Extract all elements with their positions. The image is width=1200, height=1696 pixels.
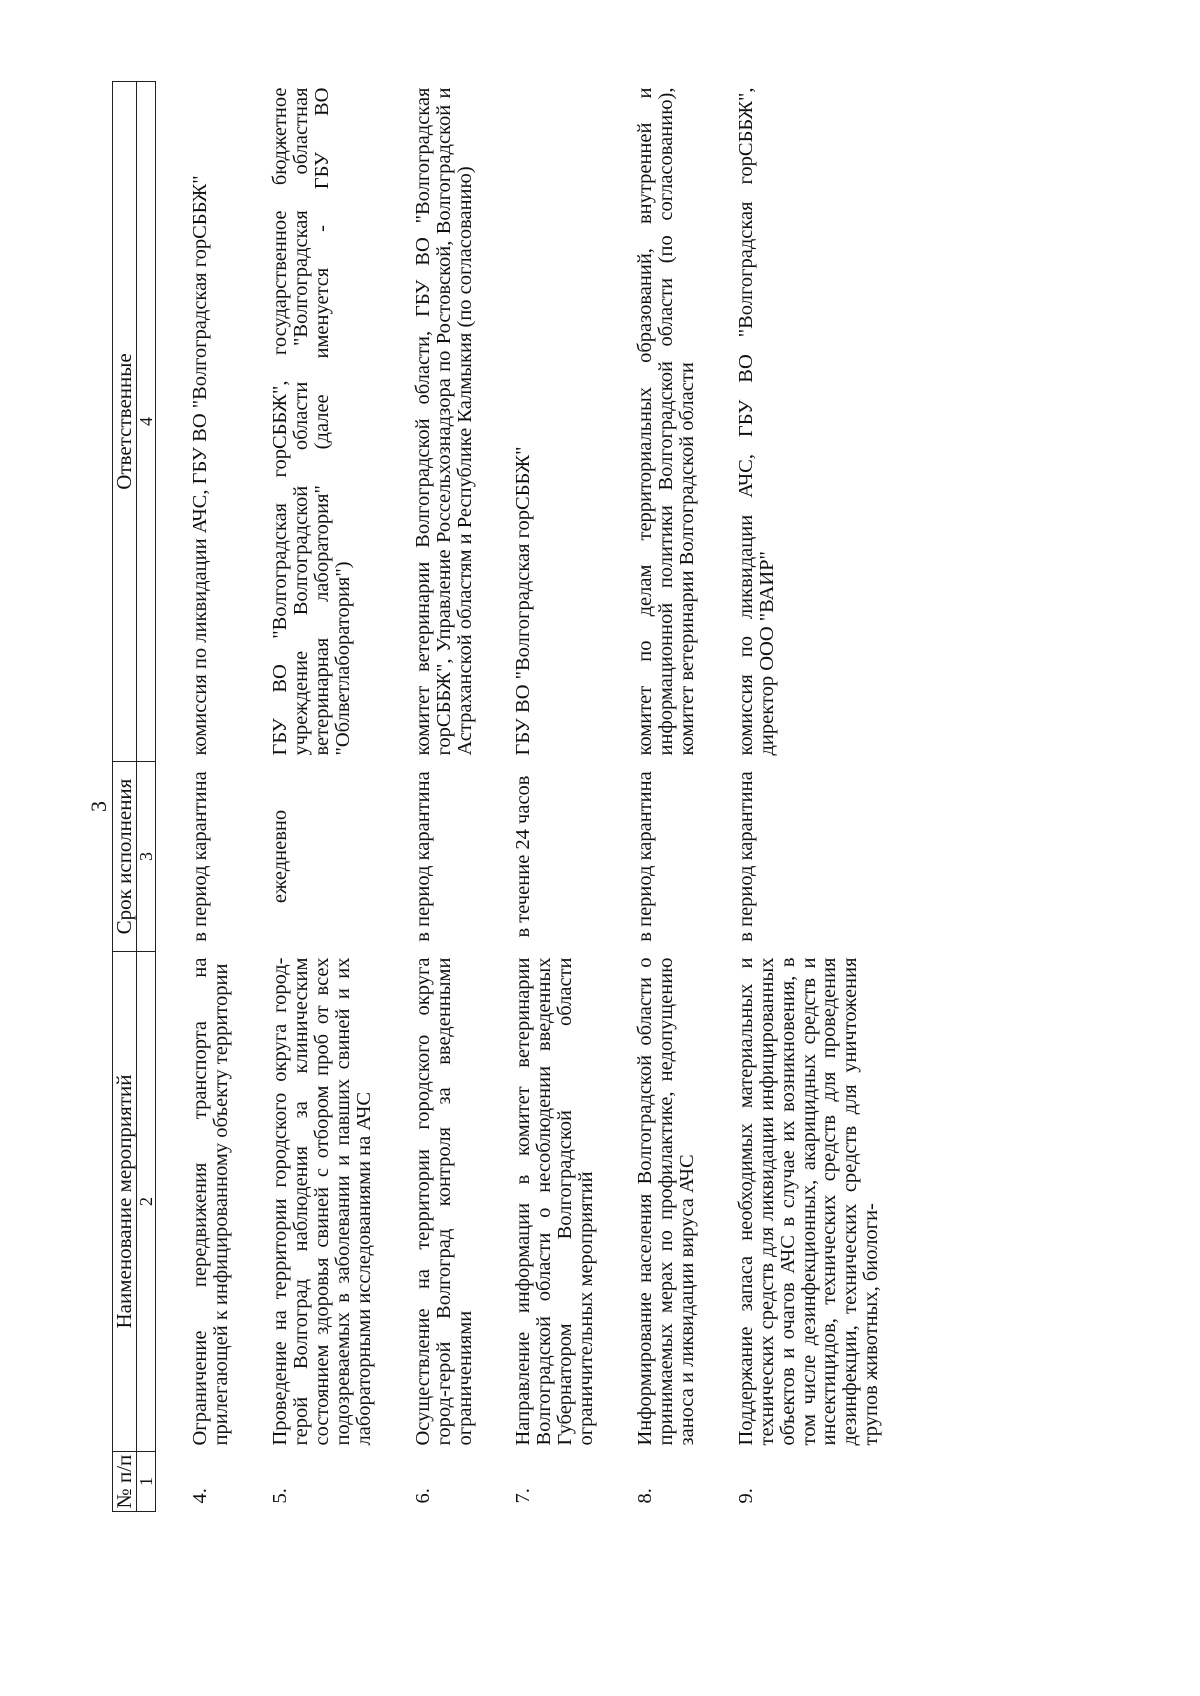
row-number: 5. [269,1488,292,1504]
term-cell: в период карантина [734,771,757,942]
row-number: 9. [734,1488,757,1504]
page-number: 3 [86,801,111,812]
column-number-row [137,82,156,1512]
table-row [375,82,476,1512]
row-number: 4. [189,1488,212,1504]
term-cell: ежедневно [269,809,292,904]
column-number: 4 [137,82,156,762]
measure-cell: Ограничение передвижения транспорта на прилегающей к инфицированному объекту территории [189,957,233,1446]
column-number: 2 [137,952,156,1452]
header-number: № п/п [113,1452,137,1512]
table-row [475,82,597,1512]
responsible-cell: комиссия по ликвидации АЧС, ГБУ ВО "Волгоградская горСББЖ", директор ООО "ВАИР" [734,87,778,756]
table-header-row [113,82,137,1512]
row-number: 8. [634,1488,657,1504]
column-number: 1 [137,1452,156,1512]
measure-cell: Проведение на территории городского округа город-герой Волгоград наблюдения за клиническим состоянием здоровья свиней с отбором проб от всех подозреваемых в заболевании и павших свиней и их лабораторными исследованиями на АЧС [269,957,375,1446]
responsible-cell: ГБУ ВО "Волгоградская горСББЖ" [512,446,535,756]
responsible-cell: комиссия по ликвидации АЧС, ГБУ ВО "Волгоградская горСББЖ" [189,175,212,756]
responsible-cell: комитет ветеринарии Волгоградской области, ГБУ ВО "Волгоградская горСББЖ", Управление Россельхознадзора по Ростовской, Волгоградской и Астраханской областям и Республике Калмыкия (по согласованию) [411,87,476,756]
responsible-cell: ГБУ ВО "Волгоградская горСББЖ", государственное бюджетное учреждение Волгоградской области "Волгоградская областная ветеринарная лаборатория" (далее именуется - ГБУ ВО "Облветлаборатория") [269,87,354,756]
header-responsible: Ответственные [113,82,137,762]
header-term: Срок исполнения [113,762,137,952]
table-row [698,82,882,1512]
table-row [156,82,232,1512]
responsible-cell: комитет по делам территориальных образований, внутренней и информационной политики Волгоградской области (по согласованию), комитет ветеринарии Волгоградской области [634,87,698,756]
table-row [597,82,698,1512]
table-row [232,82,375,1512]
header-measure: Наименование мероприятий [113,952,137,1452]
term-cell: в период карантина [411,771,434,942]
term-cell: в период карантина [189,771,212,942]
term-cell: в период карантина [634,771,657,942]
row-number: 6. [411,1488,434,1504]
term-cell: в течение 24 часов [512,775,535,938]
measure-cell: Поддержание запаса необходимых материальных и технических средств для ликвидации инфицированных объектов и очагов АЧС в случае их возникновения, в том числе дезинфекционных, акарицидных средств и инсектицидов, технических средств для проведения дезинфекции, технических средств для уничтожения трупов животных, биологи- [734,957,883,1446]
measures-table [112,81,882,1512]
measure-cell: Направление информации в комитет ветеринарии Волгоградской области о несоблюдении введенных Губернатором Волгоградской области ограничительных мероприятий [512,957,598,1446]
measure-cell: Осуществление на территории городского округа город-герой Волгоград контроля за введенными ограничениями [411,957,476,1446]
row-number: 7. [512,1488,535,1504]
column-number: 3 [137,762,156,952]
measure-cell: Информирование населения Волгоградской области о принимаемых мерах по профилактике, недопущению заноса и ликвидации вируса АЧС [634,957,698,1446]
